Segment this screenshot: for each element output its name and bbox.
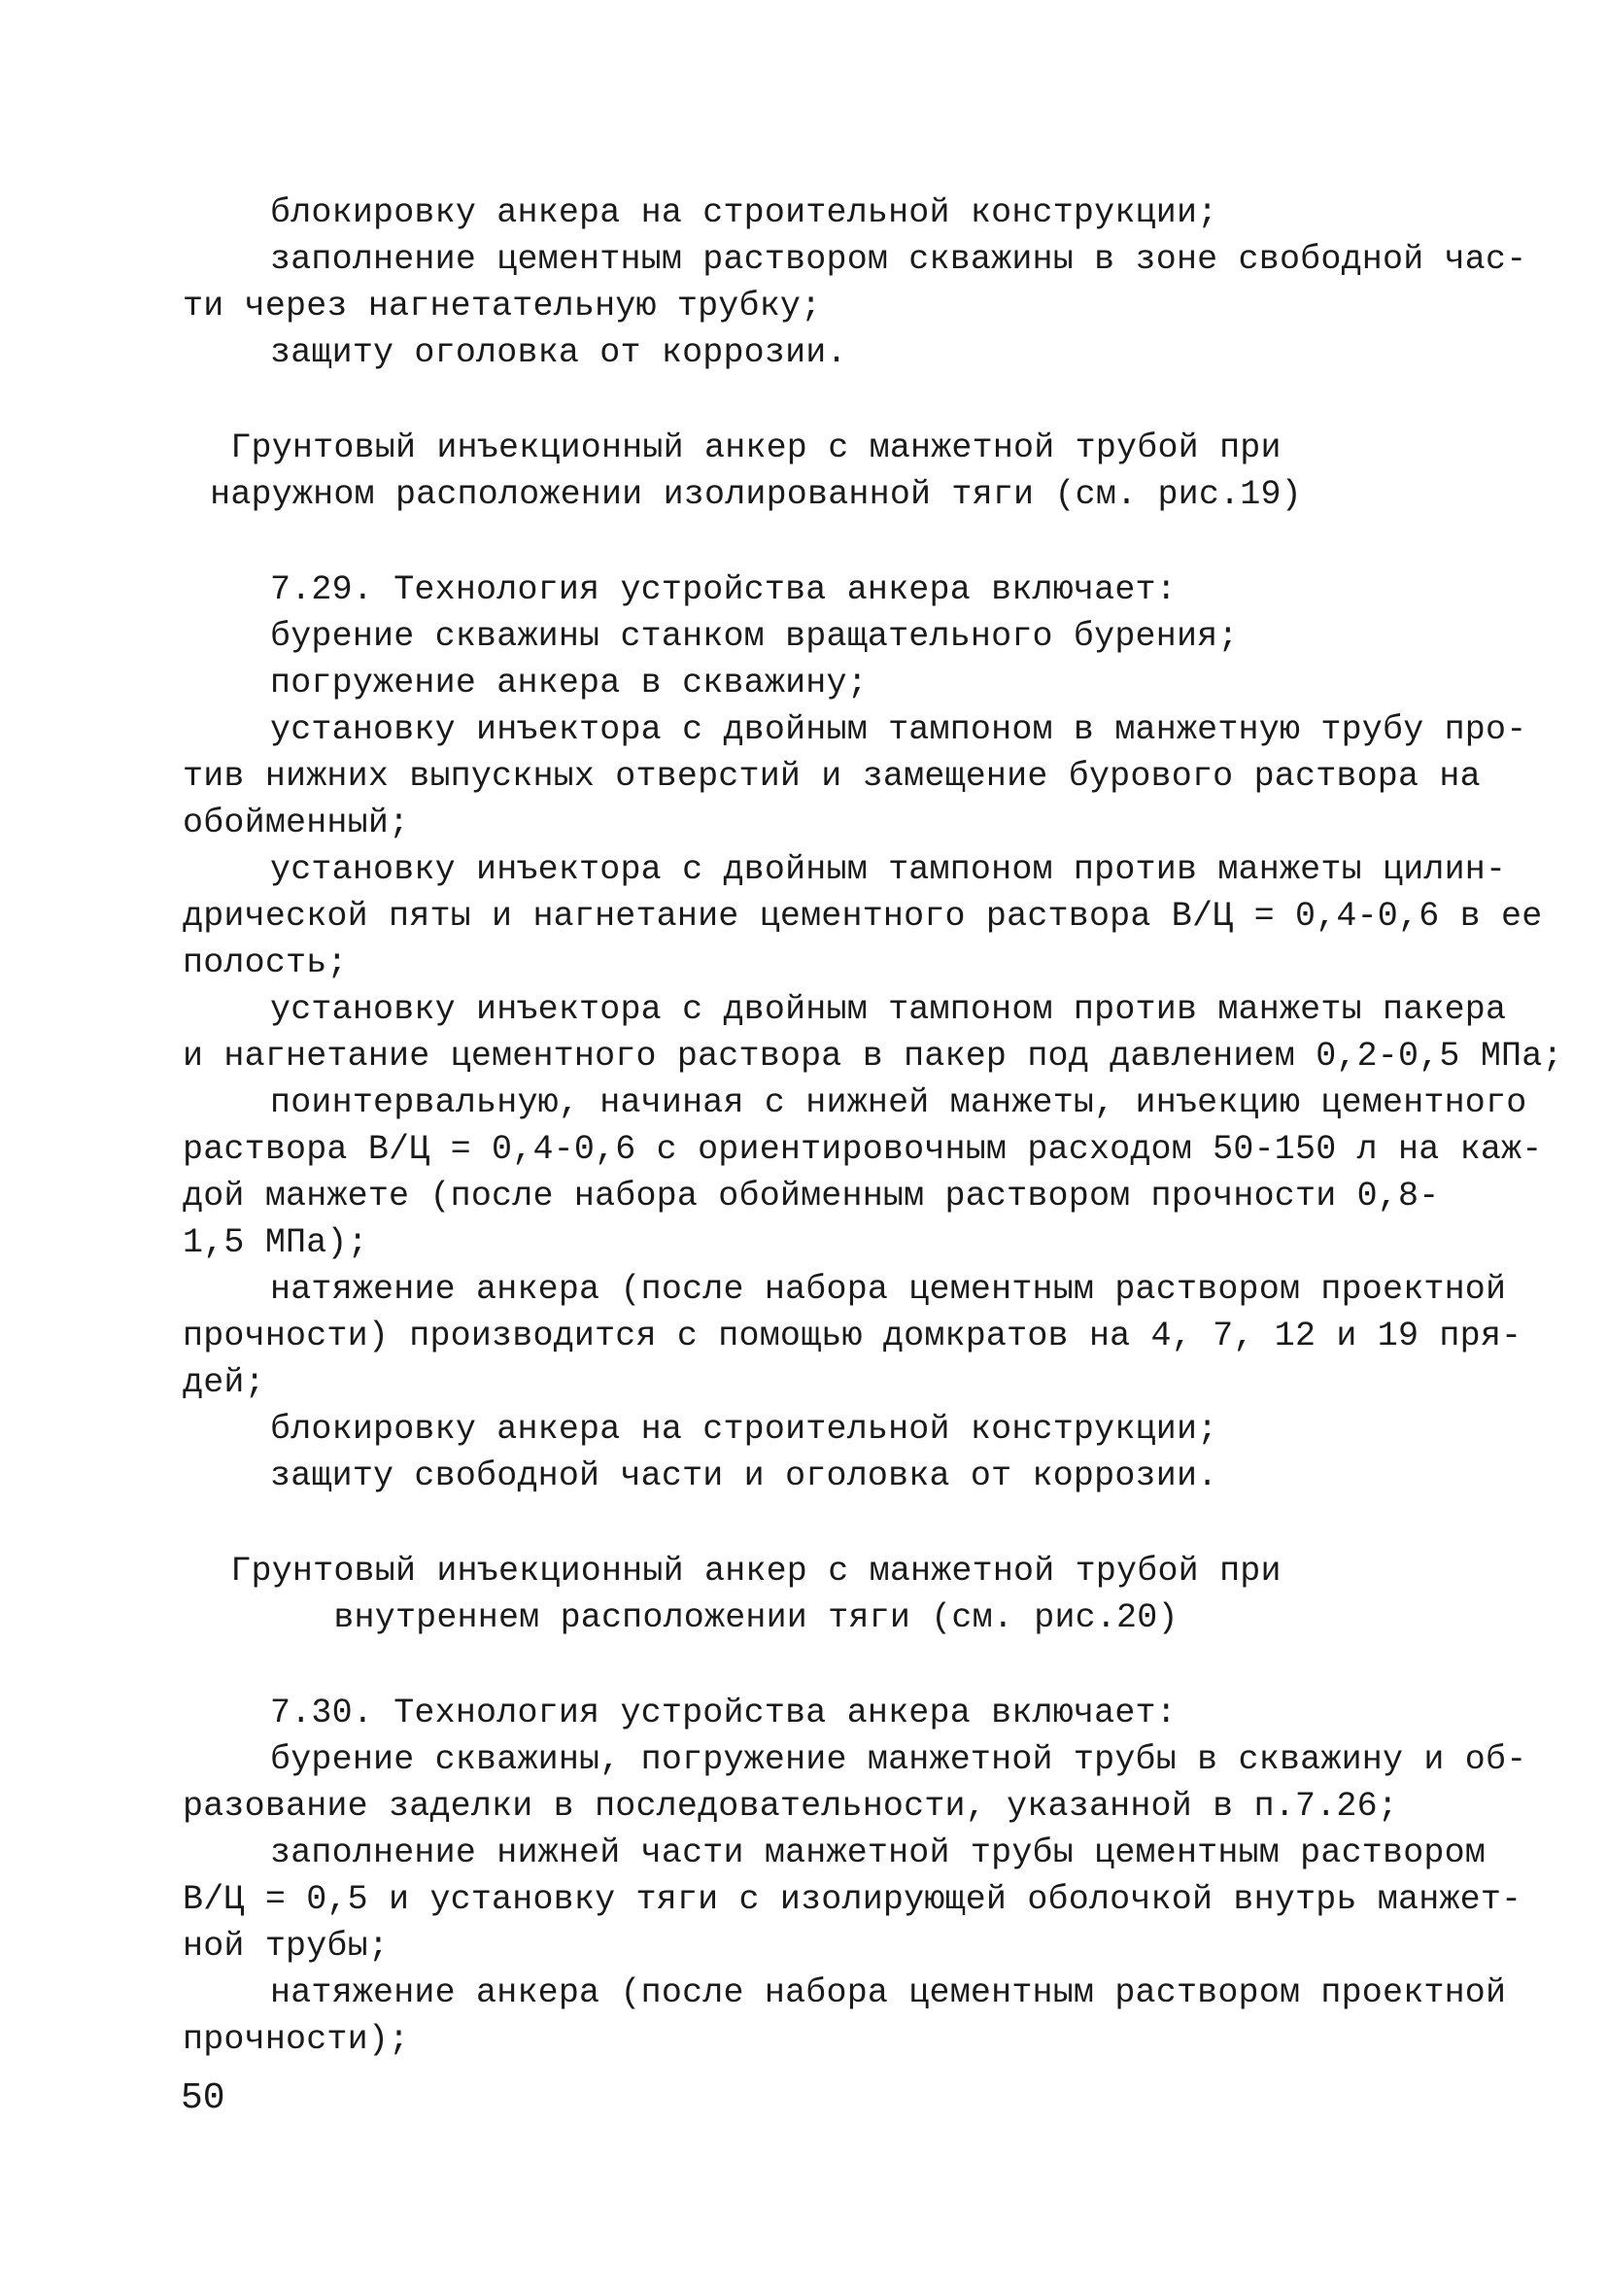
text-line: В/Ц = 0,5 и установку тяги с изолирующей оболочкой внутрь манжет-	[183, 1880, 1522, 1919]
text-line: тив нижних выпускных отверстий и замещение бурового раствора на	[183, 757, 1481, 796]
text-line: ти через нагнетательную трубку;	[183, 287, 822, 326]
text-line: раствора В/Ц = 0,4-0,6 с ориентировочным расходом 50-150 л на каж-	[183, 1130, 1543, 1169]
text-line: полость;	[183, 943, 348, 982]
text-line: разование заделки в последовательности, указанной в п.7.26;	[183, 1787, 1399, 1826]
text-line: защиту свободной части и оголовка от коррозии.	[270, 1456, 1218, 1495]
text-line: обойменный;	[183, 804, 410, 842]
section-heading: наружном расположении изолированной тяги (см. рис.19)	[210, 475, 1302, 514]
text-line: прочности) производится с помощью домкратов на 4, 7, 12 и 19 пря-	[183, 1317, 1522, 1355]
text-line: поинтервальную, начиная с нижней манжеты, инъекцию цементного	[270, 1083, 1527, 1122]
text-line: установку инъектора с двойным тампоном против манжеты пакера	[270, 990, 1507, 1029]
text-line: установку инъектора с двойным тампоном в манжетную трубу про-	[270, 710, 1527, 749]
section-heading: Грунтовый инъекционный анкер с манжетной трубой при	[230, 428, 1282, 467]
text-line: натяжение анкера (после набора цементным раствором проектной	[270, 1270, 1507, 1309]
text-line: защиту оголовка от коррозии.	[270, 333, 847, 372]
text-line: блокировку анкера на строительной конструкции;	[270, 1410, 1218, 1449]
text-line: натяжение анкера (после набора цементным раствором проектной	[270, 1973, 1507, 2012]
section-heading: внутреннем расположении тяги (см. рис.20)	[333, 1598, 1179, 1637]
text-line: дей;	[183, 1363, 265, 1402]
clause-title: 7.29. Технология устройства анкера включает:	[270, 570, 1177, 609]
text-line: бурение скважины, погружение манжетной трубы в скважину и об-	[270, 1740, 1527, 1779]
text-line: заполнение нижней части манжетной трубы цементным раствором	[270, 1833, 1487, 1872]
text-line: прочности);	[183, 2020, 410, 2059]
section-heading: Грунтовый инъекционный анкер с манжетной трубой при	[230, 1552, 1282, 1591]
text-line: дрической пяты и нагнетание цементного раствора В/Ц = 0,4-0,6 в ее	[183, 897, 1543, 936]
text-line: дой манжете (после набора обойменным раствором прочности 0,8-	[183, 1177, 1440, 1216]
text-line: погружение анкера в скважину;	[270, 664, 868, 703]
text-line: и нагнетание цементного раствора в пакер под давлением 0,2-0,5 МПа;	[183, 1037, 1563, 1076]
text-line: блокировку анкера на строительной конструкции;	[270, 193, 1218, 232]
text-line: бурение скважины станком вращательного бурения;	[270, 617, 1239, 656]
text-line: 1,5 МПа);	[183, 1223, 368, 1262]
page-body	[183, 189, 1563, 2063]
page-number: 50	[181, 2077, 225, 2119]
clause-title: 7.30. Технология устройства анкера включает:	[270, 1694, 1177, 1732]
text-line: ной трубы;	[183, 1927, 390, 1966]
text-line: заполнение цементным раствором скважины в зоне свободной час-	[270, 240, 1527, 279]
text-line: установку инъектора с двойным тампоном против манжеты цилин-	[270, 850, 1507, 889]
